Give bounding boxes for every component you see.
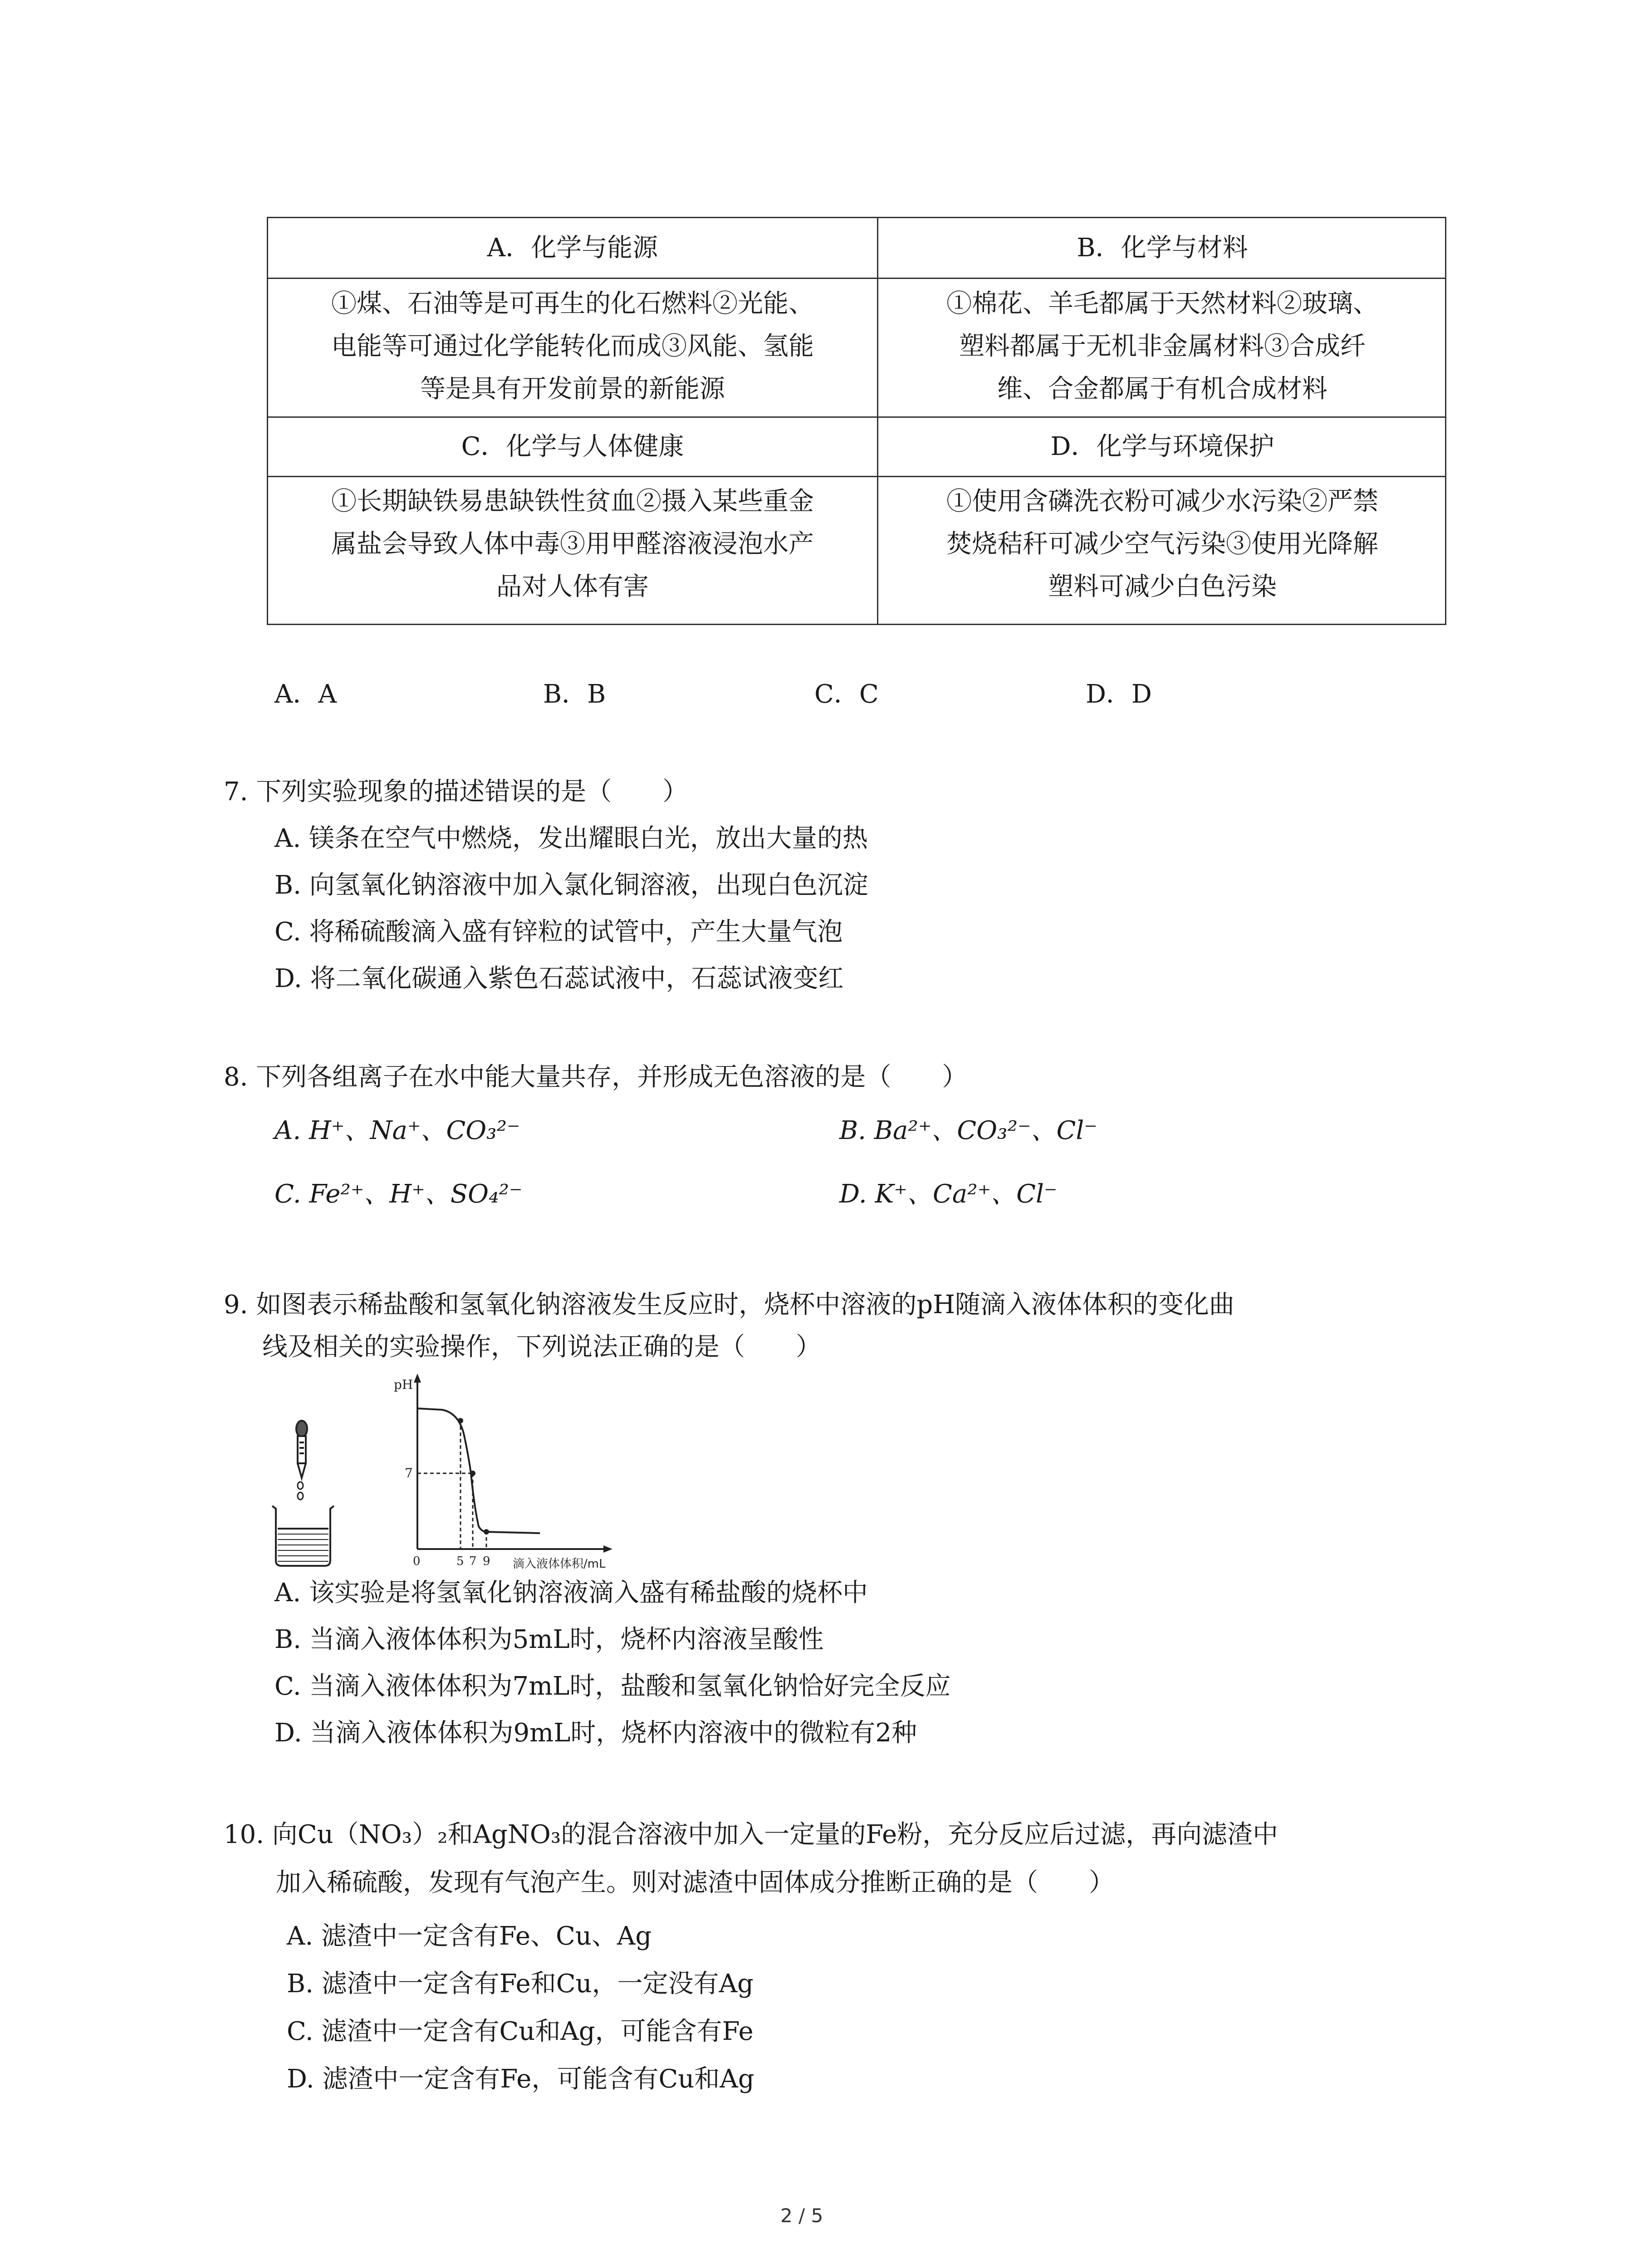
q9-option-c: C. 当滴入液体体积为7mL时，盐酸和氢氧化钠恰好完全反应	[274, 1672, 951, 1701]
q9-option-a: A. 该实验是将氢氧化钠溶液滴入盛有稀盐酸的烧杯中	[274, 1578, 868, 1608]
q7-option-c: C. 将稀硫酸滴入盛有锌粒的试管中，产生大量气泡	[274, 917, 843, 947]
q6-table	[267, 217, 1446, 625]
beaker-icon	[272, 1506, 334, 1566]
curve-point	[484, 1529, 489, 1535]
cell-line: 焚烧秸秆可减少空气污染③使用光降解	[946, 529, 1378, 559]
dropper-icon	[296, 1421, 307, 1478]
q7-option-d: D. 将二氧化碳通入紫色石蕊试液中，石蕊试液变红	[274, 964, 844, 993]
q9-figure	[268, 1370, 622, 1569]
ph-curve	[417, 1408, 540, 1533]
table-header-d: D．化学与环境保护	[1050, 432, 1274, 461]
q6-option-a: A．A	[274, 679, 337, 709]
q10-option-b: B. 滤渣中一定含有Fe和Cu，一定没有Ag	[287, 1969, 754, 1999]
table-cell-b	[878, 283, 1446, 411]
q7-option-a: A. 镁条在空气中燃烧，发出耀眼白光，放出大量的热	[274, 824, 868, 853]
cell-line: 塑料都属于无机非金属材料③合成纤	[959, 332, 1366, 361]
curve-point	[470, 1471, 475, 1476]
q8-option-c: C. Fe²⁺、H⁺、SO₄²⁻	[274, 1179, 523, 1209]
q9-stem-line2: 线及相关的实验操作，下列说法正确的是（ ）	[262, 1332, 821, 1362]
cell-line: ①使用含磷洗衣粉可减少水污染②严禁	[946, 487, 1378, 516]
cell-line: ①棉花、羊毛都属于天然材料②玻璃、	[946, 289, 1378, 318]
q10-stem-line1: 10. 向Cu（NO₃）₂和AgNO₃的混合溶液中加入一定量的Fe粉，充分反应后过滤，再向滤渣中	[224, 1820, 1279, 1849]
table-cell-d	[878, 480, 1446, 608]
table-divider	[268, 278, 1445, 279]
x-axis-label: 滴入液体体积/mL	[513, 1557, 606, 1569]
table-cell-a	[268, 283, 877, 411]
q10-option-a: A. 滤渣中一定含有Fe、Cu、Ag	[287, 1921, 652, 1951]
x-tick: 9	[483, 1554, 490, 1568]
page-number: 2 / 5	[780, 2204, 823, 2227]
cell-line: 品对人体有害	[496, 572, 649, 601]
cell-line: 等是具有开发前景的新能源	[420, 374, 725, 404]
x-tick: 7	[469, 1554, 477, 1568]
cell-line: 电能等可通过化学能转化而成③风能、氢能	[331, 332, 814, 361]
table-divider	[268, 476, 1445, 477]
q8-option-d: D. K⁺、Ca²⁺、Cl⁻	[839, 1179, 1058, 1209]
curve-point	[458, 1418, 463, 1423]
cell-line: 维、合金都属于有机合成材料	[997, 374, 1327, 404]
q7-stem: 7. 下列实验现象的描述错误的是（ ）	[224, 777, 688, 807]
cell-line: ①长期缺铁易患缺铁性贫血②摄入某些重金	[331, 487, 814, 516]
q9-option-b: B. 当滴入液体体积为5mL时，烧杯内溶液呈酸性	[274, 1625, 824, 1654]
cell-line: 塑料可减少白色污染	[1048, 572, 1277, 601]
y-axis-arrow-icon	[414, 1374, 421, 1383]
x-tick: 0	[413, 1554, 421, 1568]
drop-icon	[298, 1492, 303, 1500]
ph-chart	[394, 1374, 612, 1569]
table-cell-c	[268, 480, 877, 608]
q10-option-c: C. 滤渣中一定含有Cu和Ag，可能含有Fe	[287, 2017, 754, 2046]
q6-option-c: C．C	[814, 679, 879, 709]
q8-stem: 8. 下列各组离子在水中能大量共存，并形成无色溶液的是（ ）	[224, 1062, 968, 1092]
q9-option-d: D. 当滴入液体体积为9mL时，烧杯内溶液中的微粒有2种	[274, 1718, 917, 1748]
q9-stem-line1: 9. 如图表示稀盐酸和氢氧化钠溶液发生反应时，烧杯中溶液的pH随滴入液体体积的变化曲	[224, 1290, 1234, 1320]
y-tick-7: 7	[405, 1466, 413, 1481]
q6-option-d: D．D	[1086, 679, 1152, 709]
q7-option-b: B. 向氢氧化钠溶液中加入氯化铜溶液，出现白色沉淀	[274, 870, 868, 900]
x-axis-arrow-icon	[603, 1545, 612, 1553]
table-header-a: A．化学与能源	[487, 233, 658, 263]
cell-line: ①煤、石油等是可再生的化石燃料②光能、	[331, 289, 814, 318]
q6-option-b: B．B	[543, 679, 606, 709]
drop-icon	[298, 1482, 303, 1489]
q8-option-b: B. Ba²⁺、CO₃²⁻、Cl⁻	[839, 1116, 1097, 1145]
q8-option-a: A. H⁺、Na⁺、CO₃²⁻	[274, 1116, 520, 1145]
q10-option-d: D. 滤渣中一定含有Fe，可能含有Cu和Ag	[287, 2064, 754, 2094]
y-axis-label: pH	[394, 1377, 413, 1392]
q10-stem-line2: 加入稀硫酸，发现有气泡产生。则对滤渣中固体成分推断正确的是（ ）	[276, 1868, 1114, 1897]
table-header-c: C．化学与人体健康	[461, 432, 684, 461]
table-header-b: B．化学与材料	[1077, 233, 1248, 263]
table-divider	[268, 416, 1445, 418]
cell-line: 属盐会导致人体中毒③用甲醛溶液浸泡水产	[331, 529, 814, 559]
x-tick: 5	[456, 1554, 464, 1568]
